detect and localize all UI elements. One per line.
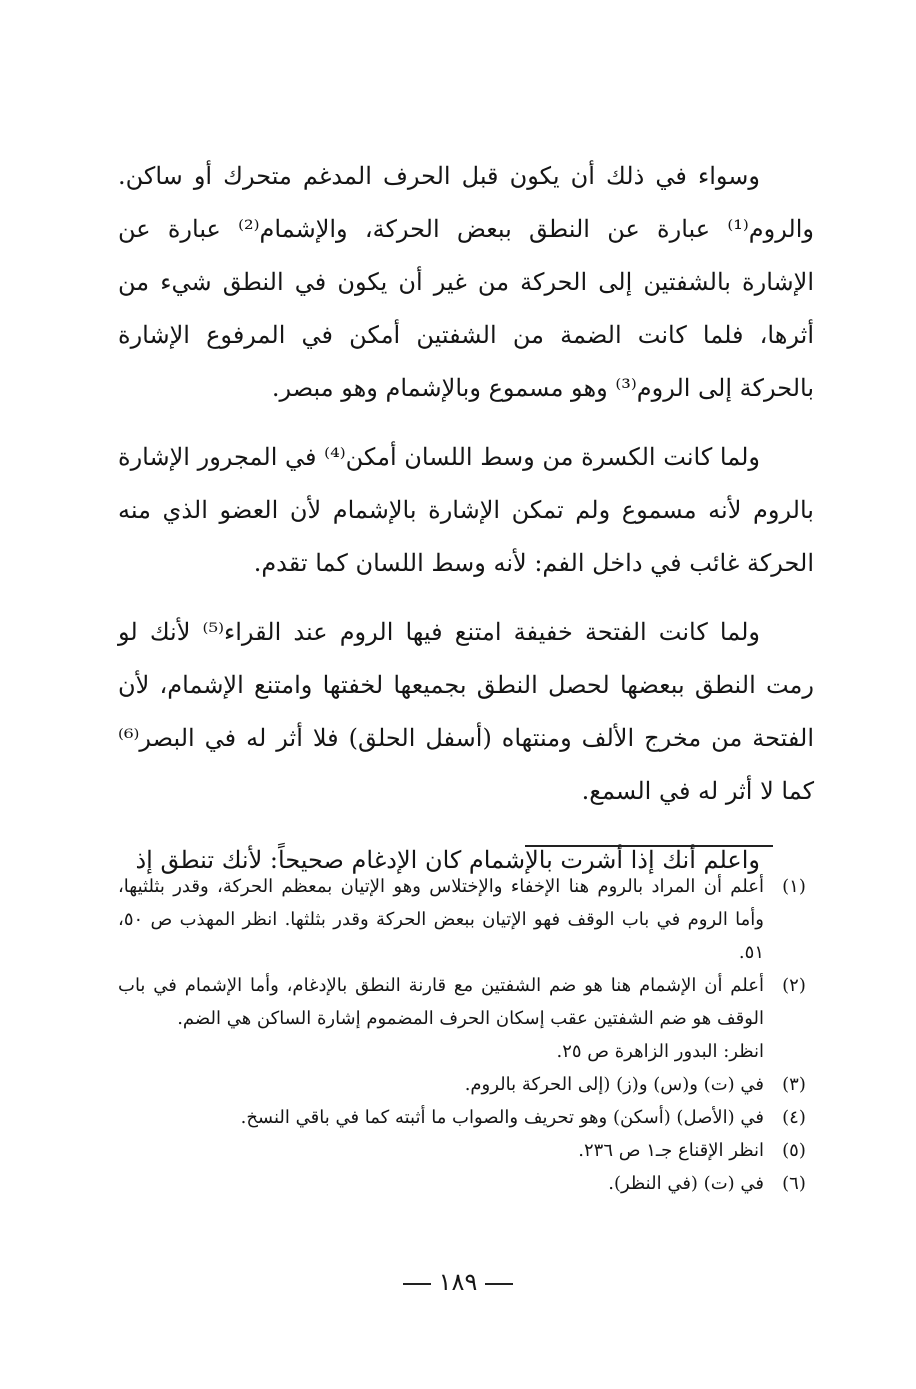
footnote-separator <box>525 845 773 847</box>
page-number-dash <box>485 1283 513 1285</box>
footnote <box>118 1101 824 1134</box>
footnote-text <box>118 1068 764 1101</box>
footnote-number: (٣) <box>782 1074 806 1095</box>
footnote <box>118 1134 824 1167</box>
paragraph-text: وسواء في ذلك أن يكون قبل الحرف المدغم متحرك أو ساكن. والروم⁽¹⁾ عبارة عن النطق ببعض الحركة، والإشمام⁽²⁾ عبارة عن الإشارة بالشفتين إلى الحركة من غير أن يكون في النطق شيء من أثرها، فلما كانت الضمة من الشفتين أمكن في المرفوع الإشارة بالحركة إلى الروم⁽³⁾ وهو مسموع وبالإشمام وهو مبصر. <box>118 162 815 402</box>
footnote-body: في (ت) (في النظر). <box>608 1173 764 1194</box>
paragraph-text: ولما كانت الكسرة من وسط اللسان أمكن⁽⁴⁾ في المجرور الإشارة بالروم لأنه مسموع ولم تمكن الإشارة بالإشمام لأن العضو الذي منه الحركة غائب في داخل الفم: لأنه وسط اللسان كما تقدم. <box>118 443 814 577</box>
footnote <box>118 1068 824 1101</box>
footnote-number: (٦) <box>782 1173 806 1194</box>
page-number-value: ١٨٩ <box>438 1268 478 1296</box>
footnote-number: (١) <box>782 876 806 897</box>
footnotes <box>118 870 824 1200</box>
paragraph <box>118 606 814 818</box>
main-text <box>118 150 814 903</box>
footnote-text <box>118 870 764 969</box>
footnote-body: في (الأصل) (أسكن) وهو تحريف والصواب ما أثبته كما في باقي النسخ. <box>240 1107 764 1128</box>
footnote-reference: انظر: البدور الزاهرة ص ٢٥. <box>556 1041 764 1062</box>
footnote-text <box>118 969 764 1068</box>
footnote-body: أعلم أن المراد بالروم هنا الإخفاء والإختلاس وهو الإتيان بمعظم الحركة، وقدر بثلثيها، وأما الروم في باب الوقف فهو الإتيان ببعض الحركة وقدر بثلثها. انظر المهذب ص ٥٠، ٥١. <box>118 876 764 963</box>
footnote-text <box>118 1101 764 1134</box>
footnote <box>118 1167 824 1200</box>
paragraph <box>118 150 814 415</box>
footnote-body: في (ت) و(س) و(ز) (إلى الحركة بالروم. <box>464 1074 764 1095</box>
footnote-text <box>118 1167 764 1200</box>
footnote-number: (٤) <box>782 1107 806 1128</box>
footnote-number: (٥) <box>782 1140 806 1161</box>
footnote-body: انظر الإقناع جـ١ ص ٢٣٦. <box>578 1140 764 1161</box>
page-number <box>0 1262 916 1302</box>
footnote-number: (٢) <box>782 975 806 996</box>
paragraph-text: ولما كانت الفتحة خفيفة امتنع فيها الروم عند القراء⁽⁵⁾ لأنك لو رمت النطق ببعضها لحصل النطق بجميعها لخفتها وامتنع الإشمام، لأن الفتحة من مخرج الألف ومنتهاه (أسفل الحلق) فلا أثر له في البصر⁽⁶⁾ كما لا أثر له في السمع. <box>118 618 814 805</box>
footnote <box>118 969 824 1068</box>
footnote-body: أعلم أن الإشمام هنا هو ضم الشفتين مع قارنة النطق بالإدغام، وأما الإشمام في باب الوقف هو ضم الشفتين عقب إسكان الحرف المضموم إشارة الساكن هي الضم. <box>118 975 764 1029</box>
page-number-dash <box>403 1283 431 1285</box>
footnote-text <box>118 1134 764 1167</box>
footnote <box>118 870 824 969</box>
paragraph-text: واعلم أنك إذا أشرت بالإشمام كان الإدغام صحيحاً: لأنك تنطق إذ <box>135 846 760 874</box>
paragraph <box>118 431 814 590</box>
